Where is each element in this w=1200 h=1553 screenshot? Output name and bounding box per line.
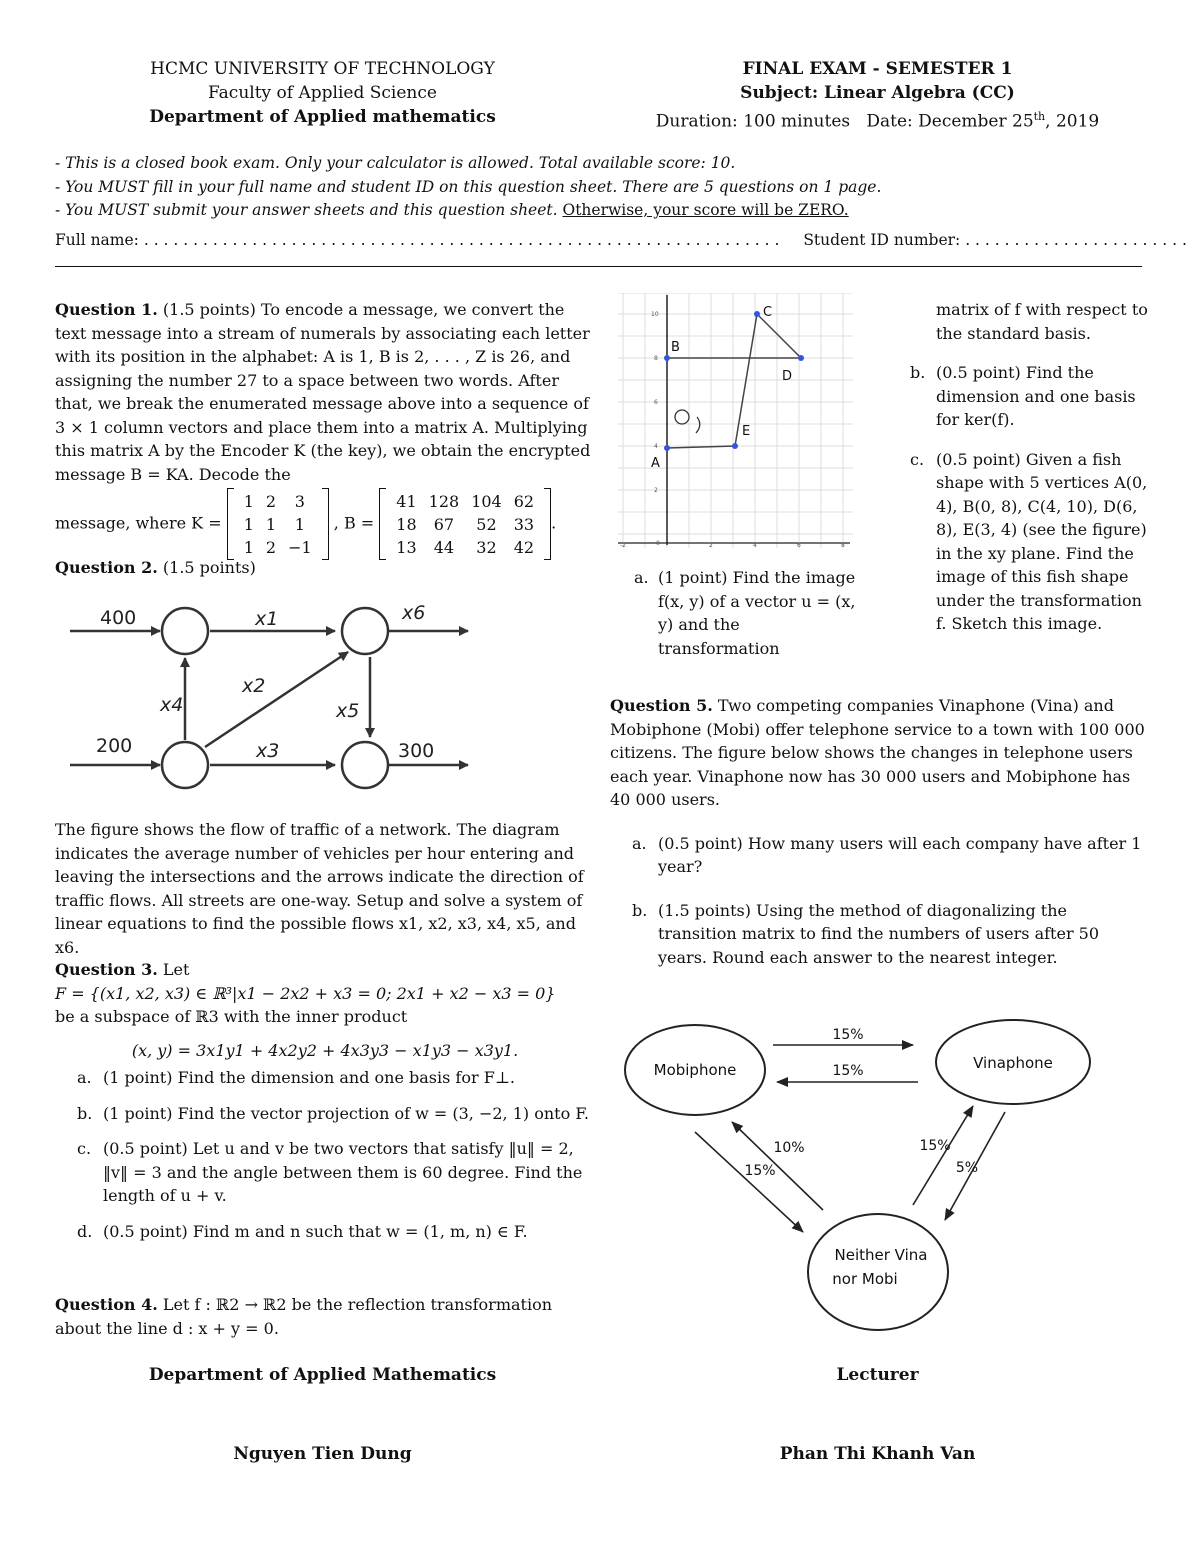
telephone-transition-diagram bbox=[615, 1010, 1130, 1360]
question-4 bbox=[55, 1293, 595, 1340]
instruction-line bbox=[55, 199, 1145, 223]
q1-b-label: , B = bbox=[333, 513, 375, 533]
q1-matrix-line bbox=[55, 488, 595, 560]
duration-date-line bbox=[640, 105, 1115, 134]
k-cell: 1 bbox=[243, 491, 254, 511]
b-cell: 32 bbox=[476, 537, 497, 557]
edge-x2 bbox=[205, 652, 348, 747]
student-id-field[interactable]: . . . . . . . . . . . . . . . . . . . . . . . bbox=[965, 231, 1187, 249]
q3-lead: Let bbox=[162, 960, 190, 979]
vertex-D bbox=[798, 355, 804, 361]
fish-mouth bbox=[696, 417, 700, 433]
node-top-right bbox=[342, 608, 388, 654]
fish-outline bbox=[667, 314, 801, 448]
label-D: D bbox=[782, 369, 793, 384]
label-x2: x2 bbox=[242, 675, 266, 697]
b-cell: 104 bbox=[471, 491, 502, 511]
pct-vina-to-mobi: 15% bbox=[832, 1063, 864, 1079]
part-text: (1 point) Find the dimension and one basis for F⊥. bbox=[103, 1068, 515, 1087]
x-tick: -2 bbox=[620, 542, 626, 549]
department-name: Department of Applied mathematics bbox=[149, 107, 496, 127]
q5-title: Question 5. bbox=[610, 696, 713, 715]
q3-part-a bbox=[55, 1066, 595, 1090]
form-line bbox=[55, 229, 1187, 253]
x-tick: 6 bbox=[797, 542, 801, 549]
q3-part-d bbox=[55, 1220, 595, 1244]
q1-text: To encode a message, we convert the text message into a stream of numerals by associating each letter with its position in the alphabet: A is 1, B is 2, . . . , Z is 26, and assigning the number 27 to a space between two words. After that, we break the enumerated message above into a sequence of 3 × 1 column vectors and place them into a matrix A. Multiplying this matrix A by the Encoder K (the key), we obtain the encrypted message B = KA. Decode the bbox=[55, 300, 591, 484]
faculty-name: Faculty of Applied Science bbox=[208, 83, 437, 103]
q4-part-a bbox=[608, 566, 858, 672]
date-prefix: Date: December 25 bbox=[866, 111, 1034, 132]
date-sup: th bbox=[1033, 110, 1046, 123]
node-bottom-left bbox=[162, 742, 208, 788]
vertex-A bbox=[664, 445, 670, 451]
student-id-label: Student ID number: bbox=[803, 231, 961, 249]
b-cell: 67 bbox=[433, 514, 455, 534]
part-text: (0.5 point) Let u and v be two vectors that satisfy ‖u‖ = 2, ‖v‖ = 3 and the angle between them is 60 degree. Find the length of u + v. bbox=[103, 1139, 583, 1205]
q3-title: Question 3. bbox=[55, 960, 158, 979]
q1-end: . bbox=[551, 513, 557, 533]
label-x1-top: x1 bbox=[255, 608, 279, 630]
question-1 bbox=[55, 298, 595, 560]
fish-eye bbox=[675, 410, 689, 424]
university-name: HCMC UNIVERSITY OF TECHNOLOGY bbox=[150, 59, 495, 79]
node-top-left bbox=[162, 608, 208, 654]
q3-part-c bbox=[55, 1137, 595, 1208]
pct-neither-to-vina: 15% bbox=[919, 1138, 951, 1154]
q5-part-b bbox=[610, 899, 1145, 970]
part-text: (1 point) Find the image f(x, y) of a vector u = (x, y) and the transformation bbox=[658, 568, 856, 658]
label-in-bottom: 200 bbox=[96, 735, 133, 757]
q1-points: (1.5 points) bbox=[162, 300, 256, 319]
q5-parts bbox=[610, 832, 1145, 970]
footer-left-title: Department of Applied Mathematics bbox=[148, 1365, 497, 1385]
b-cell: 62 bbox=[513, 491, 535, 511]
q3-set: F = {(x1, x2, x3) ∈ ℝ³|x1 − 2x2 + x3 = 0; 2x1 + x2 − x3 = 0} bbox=[55, 983, 556, 1003]
duration-text: Duration: 100 minutes bbox=[655, 111, 851, 132]
label-x3: x3 bbox=[256, 740, 280, 762]
q2-points: (1.5 points) bbox=[162, 558, 256, 577]
footer-right-title: Lecturer bbox=[836, 1365, 919, 1385]
matrix-K bbox=[238, 490, 318, 559]
q5-part-a bbox=[610, 832, 1145, 879]
b-cell: 42 bbox=[513, 537, 535, 557]
q1-message-prefix: message, where K = bbox=[55, 513, 222, 533]
k-cell: 2 bbox=[265, 491, 277, 511]
k-cell: −1 bbox=[288, 537, 312, 557]
k-cell: 1 bbox=[265, 514, 277, 534]
instruction-line: - You MUST fill in your full name and student ID on this question sheet. There are 5 questions on 1 page. bbox=[55, 177, 882, 196]
matrix-bracket bbox=[227, 488, 234, 560]
q2-title: Question 2. bbox=[55, 558, 158, 577]
k-cell: 1 bbox=[243, 514, 254, 534]
question-2-heading bbox=[55, 556, 595, 580]
k-cell: 1 bbox=[294, 514, 305, 534]
part-text: (0.5 point) How many users will each company have after 1 year? bbox=[658, 833, 1142, 876]
part-label: a. bbox=[634, 568, 649, 587]
part-text: (0.5 point) Find the dimension and one basis for ker(f). bbox=[936, 363, 1136, 429]
part-text: (0.5 point) Given a fish shape with 5 vertices A(0, 4), B(0, 8), C(4, 10), D(6, 8), E(3, 4) (see the figure) in the xy plane. Find the image of this fish shape under the transformation f. Sketch this image. bbox=[936, 449, 1148, 633]
label-x6: x6 bbox=[402, 602, 426, 624]
vinaphone-label: Vinaphone bbox=[973, 1054, 1053, 1072]
fish-shape-figure bbox=[618, 293, 858, 553]
label-E: E bbox=[742, 424, 751, 439]
footer-left-name: Nguyen Tien Dung bbox=[233, 1444, 412, 1464]
neither-label-2: nor Mobi bbox=[832, 1270, 898, 1288]
part-label: a. bbox=[77, 1068, 92, 1087]
x-tick: 8 bbox=[841, 542, 845, 549]
q4-text: Let f : ℝ2 → ℝ2 be the reflection transformation about the line d : x + y = 0. bbox=[55, 1295, 553, 1338]
label-out-bottom: 300 bbox=[398, 740, 435, 762]
part-label: b. bbox=[910, 363, 926, 382]
b-cell: 41 bbox=[396, 491, 417, 511]
y-tick: 10 bbox=[651, 311, 659, 318]
q3-parts bbox=[55, 1066, 595, 1243]
q3-part-b bbox=[55, 1102, 595, 1126]
vertex-B bbox=[664, 355, 670, 361]
mobiphone-label: Mobiphone bbox=[653, 1061, 737, 1079]
instruction-line: - This is a closed book exam. Only your calculator is allowed. Total available score: 10. bbox=[55, 154, 736, 172]
vertex-E bbox=[732, 443, 738, 449]
q3-inner-product: (x, y) = 3x1y1 + 4x2y2 + 4x3y3 − x1y3 − x3y1. bbox=[131, 1040, 519, 1060]
b-cell: 44 bbox=[433, 537, 455, 557]
x-tick: 2 bbox=[709, 542, 713, 549]
traffic-network-diagram bbox=[60, 595, 480, 800]
label-A: A bbox=[651, 456, 660, 471]
matrix-bracket bbox=[322, 488, 329, 560]
k-cell: 2 bbox=[265, 537, 277, 557]
pct-mobi-to-neither: 15% bbox=[744, 1163, 776, 1179]
q4-right-column bbox=[888, 298, 1148, 648]
label-C: C bbox=[763, 305, 773, 320]
b-cell: 128 bbox=[428, 491, 460, 511]
header-right bbox=[640, 57, 1115, 134]
label-in-top: 400 bbox=[100, 607, 137, 629]
part-label: d. bbox=[77, 1221, 93, 1241]
header-left bbox=[100, 57, 545, 129]
q5-text: Two competing companies Vinaphone (Vina) and Mobiphone (Mobi) offer telephone service to a town with 100 000 citizens. The figure below shows the changes in telephone users each year. Vinaphone now has 30 000 users and Mobiphone has 40 000 users. bbox=[610, 696, 1145, 809]
part-text: (1 point) Find the vector projection of w = (3, −2, 1) onto F. bbox=[103, 1103, 590, 1123]
node-bottom-right bbox=[342, 742, 388, 788]
y-tick: 6 bbox=[654, 399, 658, 406]
part-label: b. bbox=[77, 1103, 93, 1123]
full-name-field[interactable]: . . . . . . . . . . . . . . . . . . . . . . . . . . . . . . . . . . . . . . . . . . . . . . . . . . . . . . . . . . . . . . . . . bbox=[143, 231, 780, 249]
full-name-label: Full name: bbox=[55, 231, 139, 249]
neither-label-1: Neither Vina bbox=[834, 1246, 928, 1264]
matrix-B bbox=[390, 490, 540, 559]
label-x4: x4 bbox=[160, 694, 184, 716]
b-cell: 33 bbox=[513, 514, 535, 534]
vertex-C bbox=[754, 311, 760, 317]
part-label: a. bbox=[632, 833, 647, 853]
part-label: c. bbox=[77, 1139, 92, 1158]
part-text: (0.5 point) Find m and n such that w = (1, m, n) ∈ F. bbox=[103, 1221, 528, 1241]
label-B: B bbox=[671, 340, 680, 355]
question-3 bbox=[55, 958, 595, 1255]
instructions bbox=[55, 152, 1145, 223]
b-cell: 13 bbox=[396, 537, 417, 557]
arrow-neither-to-vina bbox=[913, 1106, 973, 1205]
exam-title: FINAL EXAM - SEMESTER 1 bbox=[742, 59, 1013, 79]
date-suffix: , 2019 bbox=[1045, 111, 1100, 132]
q3-subspace: be a subspace of ℝ3 with the inner product bbox=[55, 1007, 408, 1026]
y-tick: 4 bbox=[654, 443, 658, 450]
footer-right-name: Phan Thi Khanh Van bbox=[779, 1444, 976, 1464]
k-cell: 1 bbox=[243, 537, 254, 557]
q4-title: Question 4. bbox=[55, 1295, 158, 1314]
pct-neither-to-mobi: 10% bbox=[773, 1140, 805, 1156]
part-label: c. bbox=[910, 449, 925, 469]
b-cell: 52 bbox=[476, 514, 497, 534]
question-5 bbox=[610, 694, 1145, 981]
label-x5: x5 bbox=[336, 700, 360, 722]
instruction-underlined: Otherwise, your score will be ZERO. bbox=[562, 201, 849, 219]
header-divider bbox=[55, 266, 1142, 267]
pct-vina-to-neither: 5% bbox=[955, 1160, 979, 1176]
part-text: (1.5 points) Using the method of diagonalizing the transition matrix to find the numbers of users after 50 years. Round each answer to the nearest integer. bbox=[658, 900, 1100, 967]
pct-mobi-to-vina: 15% bbox=[832, 1027, 864, 1043]
b-cell: 18 bbox=[396, 514, 417, 534]
y-tick: 0 bbox=[656, 540, 660, 547]
y-tick: 2 bbox=[654, 487, 658, 494]
instruction-text: - You MUST submit your answer sheets and this question sheet. bbox=[55, 201, 558, 219]
q2-text: The figure shows the flow of traffic of a network. The diagram indicates the average number of vehicles per hour entering and leaving the intersections and the arrows indicate the direction of traffic flows. All streets are one-way. Setup and solve a system of linear equations to find the possible flows x1, x2, x3, x4, x5, and x6. bbox=[55, 820, 584, 957]
y-tick: 8 bbox=[654, 355, 658, 362]
q4-part-a-continued: matrix of f with respect to the standard basis. bbox=[936, 300, 1148, 343]
x-tick: 4 bbox=[753, 542, 757, 549]
q1-title: Question 1. bbox=[55, 300, 158, 319]
matrix-bracket bbox=[379, 488, 386, 560]
subject-title: Subject: Linear Algebra (CC) bbox=[740, 83, 1015, 103]
k-cell: 3 bbox=[294, 491, 305, 511]
part-label: b. bbox=[632, 900, 648, 920]
